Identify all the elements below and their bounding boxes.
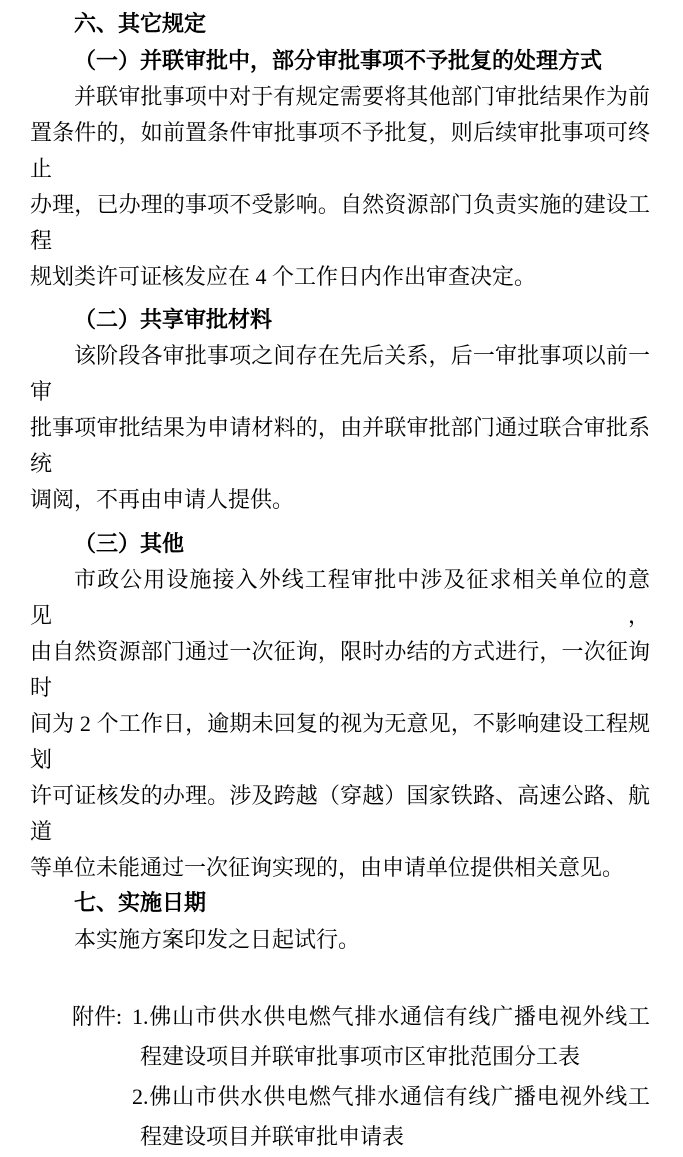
paragraph-line: 并联审批事项中对于有规定需要将其他部门审批结果作为前 <box>74 84 650 109</box>
paragraph-line: 规划类许可证核发应在 4 个工作日内作出审查决定。 <box>30 264 537 289</box>
paragraph-line: 办理，已办理的事项不受影响。自然资源部门负责实施的建设工程 <box>30 192 650 253</box>
attachments-label: 附件: <box>72 1004 123 1029</box>
subsection-1-heading: （一）并联审批中，部分审批事项不予批复的处理方式 <box>74 48 603 73</box>
paragraph-line: 由自然资源部门通过一次征询，限时办结的方式进行，一次征询时 <box>30 639 650 700</box>
attachment-item-line: 程建设项目并联审批申请表 <box>140 1124 405 1149</box>
attachments-list <box>132 997 650 1157</box>
attachment-item-line: 1.佛山市供水供电燃气排水通信有线广播电视外线工 <box>132 1004 650 1029</box>
paragraph-line: 该阶段各审批事项之间存在先后关系，后一审批事项以前一审 <box>30 343 650 404</box>
paragraph-line: 等单位未能通过一次征询实现的，由申请单位提供相关意见。 <box>30 855 625 880</box>
subsection-3-heading: （三）其他 <box>74 531 185 556</box>
paragraph-line: 间为 2 个工作日，逾期未回复的视为无意见，不影响建设工程规划 <box>30 711 650 772</box>
attachments-block <box>72 997 650 1157</box>
paragraph-line: 置条件的，如前置条件审批事项不予批复，则后续审批事项可终止 <box>30 120 650 181</box>
attachment-item-line: 程建设项目并联审批事项市区审批范围分工表 <box>140 1044 581 1069</box>
paragraph-line: 调阅，不再由申请人提供。 <box>30 487 295 512</box>
paragraph-line: 本实施方案印发之日起试行。 <box>74 927 361 952</box>
paragraph-line: 许可证核发的办理。涉及跨越（穿越）国家铁路、高速公路、航道 <box>30 783 650 844</box>
attachment-item-line: 2.佛山市供水供电燃气排水通信有线广播电视外线工 <box>132 1084 650 1109</box>
section-7-heading: 七、实施日期 <box>74 891 207 916</box>
section-6-heading: 六、其它规定 <box>74 12 207 37</box>
paragraph-line: 市政公用设施接入外线工程审批中涉及征求相关单位的意见， <box>30 567 650 628</box>
paragraph-line: 批事项审批结果为申请材料的，由并联审批部门通过联合审批系统 <box>30 415 650 476</box>
subsection-2-heading: （二）共享审批材料 <box>74 307 273 332</box>
